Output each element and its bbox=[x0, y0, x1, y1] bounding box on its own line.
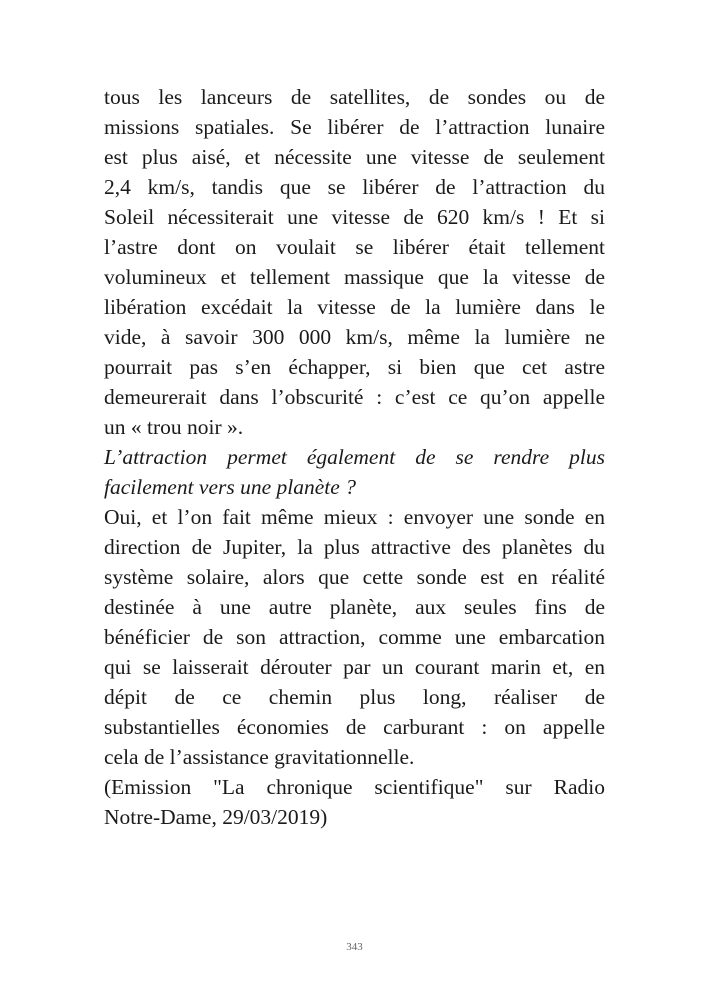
source-line: Notre-Dame, 29/03/2019) bbox=[104, 805, 328, 829]
body-line: est plus aisé, et nécessite une vitesse de seulement bbox=[104, 145, 605, 169]
body-line: l’astre dont on voulait se libérer était tellement bbox=[104, 235, 605, 259]
answer-line: dépit de ce chemin plus long, réaliser de bbox=[104, 685, 605, 709]
body-line: pourrait pas s’en échapper, si bien que cet astre bbox=[104, 355, 605, 379]
question-line: L’attraction permet également de se rendre plus bbox=[104, 445, 605, 469]
answer-line: système solaire, alors que cette sonde est en réalité bbox=[104, 565, 605, 589]
answer-line: substantielles économies de carburant : on appelle bbox=[104, 715, 605, 739]
body-line: un « trou noir ». bbox=[104, 415, 244, 439]
answer-line: direction de Jupiter, la plus attractive des planètes du bbox=[104, 535, 605, 559]
question-line: facilement vers une planète ? bbox=[104, 475, 356, 499]
answer-line: bénéficier de son attraction, comme une embarcation bbox=[104, 625, 605, 649]
page-body bbox=[104, 82, 605, 832]
answer-line: cela de l’assistance gravitationnelle. bbox=[104, 745, 415, 769]
source-line: (Emission "La chronique scientifique" sur Radio bbox=[104, 775, 605, 799]
body-line: libération excédait la vitesse de la lumière dans le bbox=[104, 295, 605, 319]
body-line: vide, à savoir 300 000 km/s, même la lumière ne bbox=[104, 325, 605, 349]
body-line: Soleil nécessiterait une vitesse de 620 km/s ! Et si bbox=[104, 205, 605, 229]
answer-line: destinée à une autre planète, aux seules fins de bbox=[104, 595, 605, 619]
body-line: 2,4 km/s, tandis que se libérer de l’attraction du bbox=[104, 175, 605, 199]
page-number: 343 bbox=[346, 941, 363, 953]
body-line: volumineux et tellement massique que la vitesse de bbox=[104, 265, 605, 289]
body-line: tous les lanceurs de satellites, de sondes ou de bbox=[104, 85, 605, 109]
body-line: demeurerait dans l’obscurité : c’est ce qu’on appelle bbox=[104, 385, 605, 409]
answer-line: Oui, et l’on fait même mieux : envoyer une sonde en bbox=[104, 505, 605, 529]
answer-line: qui se laisserait dérouter par un courant marin et, en bbox=[104, 655, 605, 679]
body-line: missions spatiales. Se libérer de l’attraction lunaire bbox=[104, 115, 605, 139]
